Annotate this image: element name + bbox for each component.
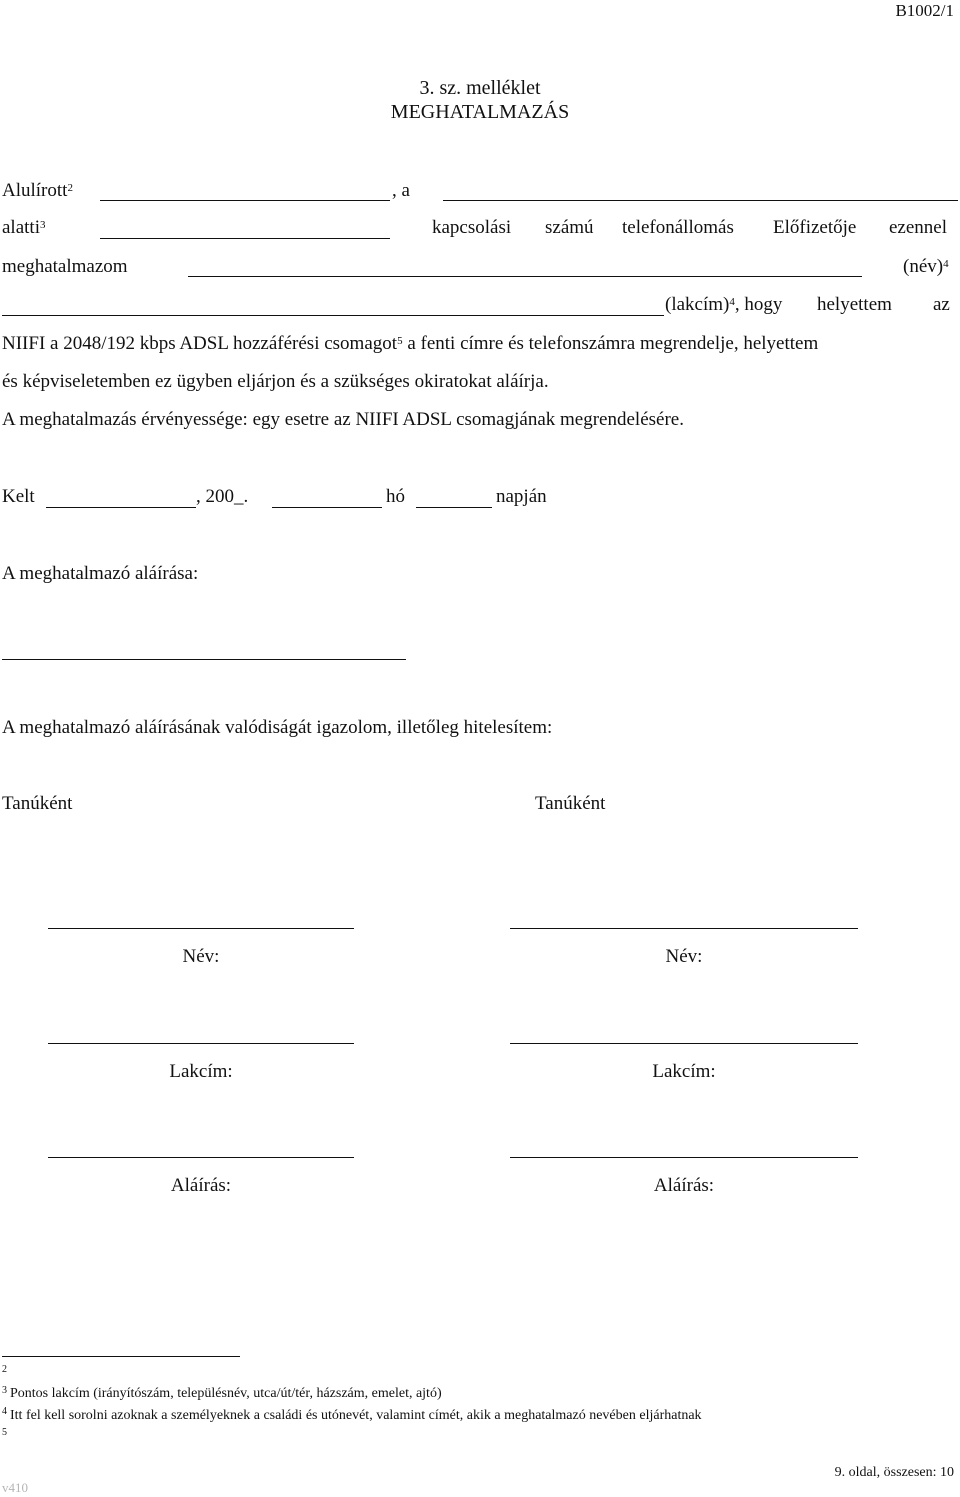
text-comma-a: , a	[392, 180, 410, 201]
text-az: az	[933, 294, 950, 315]
month-blank-line[interactable]	[272, 507, 382, 508]
witness-left-address-label: Lakcím:	[169, 1061, 233, 1082]
text-lakcim: (lakcím)$^4$, hogy	[665, 294, 783, 315]
place-blank-line[interactable]	[46, 507, 196, 508]
text-szamu: számú	[545, 217, 594, 238]
witness-left-name-line[interactable]	[48, 928, 354, 929]
text-alulirott: Alulírott$^2$	[2, 180, 73, 201]
page-title: MEGHATALMAZÁS	[390, 101, 570, 123]
name-blank-line[interactable]	[100, 200, 390, 201]
text-ho: hó	[386, 486, 405, 507]
address-blank-line[interactable]	[443, 200, 958, 201]
text-year: , 200_.	[196, 486, 249, 507]
phone-blank-line[interactable]	[100, 238, 390, 239]
text-niifi-package: NIIFI a 2048/192 kbps ADSL hozzáférési csomagot$^5$ a fenti címre és telefonszámra megrendelje, helyettem	[2, 333, 819, 354]
witness-right-name-line[interactable]	[510, 928, 858, 929]
witness-left-name-label: Név:	[182, 946, 220, 967]
footnote-3-text: Pontos lakcím (irányítószám, településnév, utca/út/tér, házszám, emelet, ajtó)	[10, 1386, 442, 1401]
text-kelt: Kelt	[2, 486, 35, 507]
text-ezennel: ezennel	[889, 217, 948, 238]
verification-label: A meghatalmazó aláírásának valódiságát igazolom, illetőleg hitelesítem:	[2, 717, 553, 738]
text-kapcsolasi: kapcsolási	[432, 217, 512, 238]
text-nev: (név)$^4$	[903, 256, 949, 277]
signature-label: A meghatalmazó aláírása:	[2, 563, 199, 584]
witness-left-signature-label: Aláírás:	[170, 1175, 232, 1196]
text-elofizetoje: Előfizetője	[773, 217, 857, 238]
witness-right-title: Tanúként	[535, 793, 606, 814]
version-label: v410	[2, 1480, 28, 1495]
witness-left-address-line[interactable]	[48, 1043, 354, 1044]
text-representation: és képviseletemben ez ügyben eljárjon és a szükséges okiratokat aláírja.	[2, 371, 549, 392]
footnote-5-marker: 5	[2, 1427, 7, 1438]
witness-right-address-line[interactable]	[510, 1043, 858, 1044]
footnote-ref-2: 2	[67, 182, 73, 194]
text-validity: A meghatalmazás érvényessége: egy esetre az NIIFI ADSL csomagjának megrendelésére.	[2, 409, 684, 430]
text-telefonallomas: telefonállomás	[622, 217, 734, 238]
footnote-4-text: Itt fel kell sorolni azoknak a személyeknek a családi és utónevét, valamint címét, akik a meghatalmazó nevében eljárhatnak	[10, 1408, 702, 1423]
footnote-ref-5: 5	[397, 335, 403, 347]
footnote-ref-3: 3	[39, 219, 46, 231]
document-code: B1002/1	[895, 1, 954, 20]
text-alatti: alatti$^3$	[2, 217, 46, 238]
witness-right-signature-label: Aláírás:	[653, 1175, 715, 1196]
signature-blank-line[interactable]	[2, 659, 406, 660]
witness-right-address-label: Lakcím:	[652, 1061, 716, 1082]
witness-left-title: Tanúként	[2, 793, 73, 814]
page-number: 9. oldal, összesen: 10	[834, 1465, 954, 1480]
footnote-4-marker: 4	[2, 1406, 7, 1417]
proxy-name-blank-line[interactable]	[188, 276, 862, 277]
day-blank-line[interactable]	[416, 507, 492, 508]
footnote-separator	[2, 1356, 240, 1357]
proxy-address-blank-line[interactable]	[2, 315, 664, 316]
footnote-2-marker: 2	[2, 1364, 7, 1375]
text-napjan: napján	[496, 486, 547, 507]
witness-left-signature-line[interactable]	[48, 1157, 354, 1158]
text-helyettem: helyettem	[817, 294, 892, 315]
annex-title: 3. sz. melléklet	[419, 77, 541, 99]
footnote-ref-4: 4	[943, 258, 949, 270]
footnote-ref-4b: 4	[729, 296, 735, 308]
witness-right-signature-line[interactable]	[510, 1157, 858, 1158]
footnote-3-marker: 3	[2, 1385, 7, 1396]
text-meghatalmazom: meghatalmazom	[2, 256, 128, 277]
witness-right-name-label: Név:	[665, 946, 703, 967]
